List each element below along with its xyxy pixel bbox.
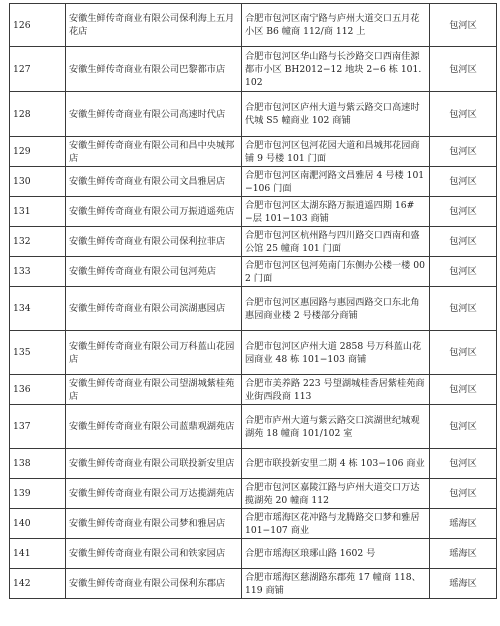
row-number: 138 — [10, 449, 66, 479]
store-name: 安徽生鲜传奇商业有限公司梦和雅居店 — [66, 509, 242, 539]
store-table — [9, 3, 497, 599]
store-district: 包河区 — [430, 92, 497, 137]
store-name: 安徽生鲜传奇商业有限公司保利海上五月花店 — [66, 4, 242, 47]
table-row — [10, 4, 497, 47]
store-name: 安徽生鲜传奇商业有限公司保利东郡店 — [66, 569, 242, 599]
store-address: 合肥市联投新安里二期 4 栋 103−106 商业 — [242, 449, 430, 479]
store-address: 合肥市庐州大道与紫云路交口滨湖世纪城观湖苑 18 幢商 101/102 室 — [242, 405, 430, 449]
store-district: 包河区 — [430, 47, 497, 92]
row-number: 131 — [10, 197, 66, 227]
table-row — [10, 539, 497, 569]
store-address: 合肥市包河区庐州大道 2858 号万科蓝山花园商业 48 栋 101−103 商铺 — [242, 331, 430, 375]
row-number: 140 — [10, 509, 66, 539]
store-district: 包河区 — [430, 4, 497, 47]
store-name: 安徽生鲜传奇商业有限公司包河苑店 — [66, 257, 242, 287]
row-number: 130 — [10, 167, 66, 197]
row-number: 139 — [10, 479, 66, 509]
table-row — [10, 569, 497, 599]
store-address: 合肥市包河区太湖东路万振逍遥四期 16#−层 101−103 商铺 — [242, 197, 430, 227]
store-name: 安徽生鲜传奇商业有限公司保利拉菲店 — [66, 227, 242, 257]
store-address: 合肥市瑶海区慈湖路东郡苑 17 幢商 118、119 商铺 — [242, 569, 430, 599]
store-name: 安徽生鲜传奇商业有限公司文昌雅居店 — [66, 167, 242, 197]
table-row — [10, 331, 497, 375]
store-name: 安徽生鲜传奇商业有限公司联投新安里店 — [66, 449, 242, 479]
row-number: 128 — [10, 92, 66, 137]
store-address: 合肥市包河区庐州大道与紫云路交口高速时代城 S5 幢商业 102 商铺 — [242, 92, 430, 137]
store-district: 包河区 — [430, 287, 497, 331]
store-address: 合肥市包河区惠园路与惠园西路交口东北角惠园商业楼 2 号楼部分商铺 — [242, 287, 430, 331]
store-name: 安徽生鲜传奇商业有限公司高速时代店 — [66, 92, 242, 137]
store-address: 合肥市包河区杭州路与四川路交口西南和盛公馆 25 幢商 101 门面 — [242, 227, 430, 257]
store-district: 包河区 — [430, 375, 497, 405]
store-district: 瑶海区 — [430, 569, 497, 599]
store-address: 合肥市美养路 223 号望湖城桂香居紫桂苑商业街西段商 113 — [242, 375, 430, 405]
store-name: 安徽生鲜传奇商业有限公司巴黎都市店 — [66, 47, 242, 92]
row-number: 134 — [10, 287, 66, 331]
store-district: 包河区 — [430, 227, 497, 257]
table-row — [10, 197, 497, 227]
store-name: 安徽生鲜传奇商业有限公司和铁家园店 — [66, 539, 242, 569]
store-address: 合肥市包河区包河花园大道和昌城邦花园商铺 9 号楼 101 门面 — [242, 137, 430, 167]
table-row — [10, 509, 497, 539]
store-district: 包河区 — [430, 479, 497, 509]
store-name: 安徽生鲜传奇商业有限公司滨湖惠园店 — [66, 287, 242, 331]
store-address: 合肥市包河区华山路与长沙路交口西南佳源都市小区 BH2012−12 地块 2−6 栋 101.102 — [242, 47, 430, 92]
store-district: 包河区 — [430, 405, 497, 449]
table-row — [10, 375, 497, 405]
store-address: 合肥市包河区南宁路与庐州大道交口五月花小区 B6 幢商 112/商 112 上 — [242, 4, 430, 47]
table-row — [10, 47, 497, 92]
store-name: 安徽生鲜传奇商业有限公司蓝鼎观湖苑店 — [66, 405, 242, 449]
store-district: 包河区 — [430, 331, 497, 375]
table-row — [10, 167, 497, 197]
store-district: 包河区 — [430, 449, 497, 479]
table-row — [10, 92, 497, 137]
row-number: 136 — [10, 375, 66, 405]
row-number: 142 — [10, 569, 66, 599]
store-district: 包河区 — [430, 197, 497, 227]
row-number: 126 — [10, 4, 66, 47]
store-name: 安徽生鲜传奇商业有限公司万达揽湖苑店 — [66, 479, 242, 509]
row-number: 137 — [10, 405, 66, 449]
row-number: 132 — [10, 227, 66, 257]
store-address: 合肥市包河区嘉陵江路与庐州大道交口万达揽湖苑 20 幢商 112 — [242, 479, 430, 509]
store-district: 包河区 — [430, 167, 497, 197]
store-name: 安徽生鲜传奇商业有限公司望湖城紫桂苑店 — [66, 375, 242, 405]
table-row — [10, 137, 497, 167]
table-row — [10, 405, 497, 449]
table-row — [10, 479, 497, 509]
table-row — [10, 227, 497, 257]
store-list-sheet — [9, 3, 496, 599]
store-address: 合肥市瑶海区花冲路与龙腾路交口梦和雅居 101−107 商业 — [242, 509, 430, 539]
table-row — [10, 287, 497, 331]
row-number: 135 — [10, 331, 66, 375]
store-district: 瑶海区 — [430, 539, 497, 569]
store-name: 安徽生鲜传奇商业有限公司和昌中央城邦店 — [66, 137, 242, 167]
store-name: 安徽生鲜传奇商业有限公司万科蓝山花园店 — [66, 331, 242, 375]
row-number: 127 — [10, 47, 66, 92]
store-address: 合肥市包河区南淝河路文昌雅居 4 号楼 101−106 门面 — [242, 167, 430, 197]
store-district: 包河区 — [430, 137, 497, 167]
table-row — [10, 257, 497, 287]
store-district: 瑶海区 — [430, 509, 497, 539]
store-district: 包河区 — [430, 257, 497, 287]
table-row — [10, 449, 497, 479]
row-number: 141 — [10, 539, 66, 569]
row-number: 133 — [10, 257, 66, 287]
store-name: 安徽生鲜传奇商业有限公司万振逍遥苑店 — [66, 197, 242, 227]
store-address: 合肥市包河区包河苑南门东侧办公楼一楼 002 门面 — [242, 257, 430, 287]
store-address: 合肥市瑶海区琅琊山路 1602 号 — [242, 539, 430, 569]
row-number: 129 — [10, 137, 66, 167]
